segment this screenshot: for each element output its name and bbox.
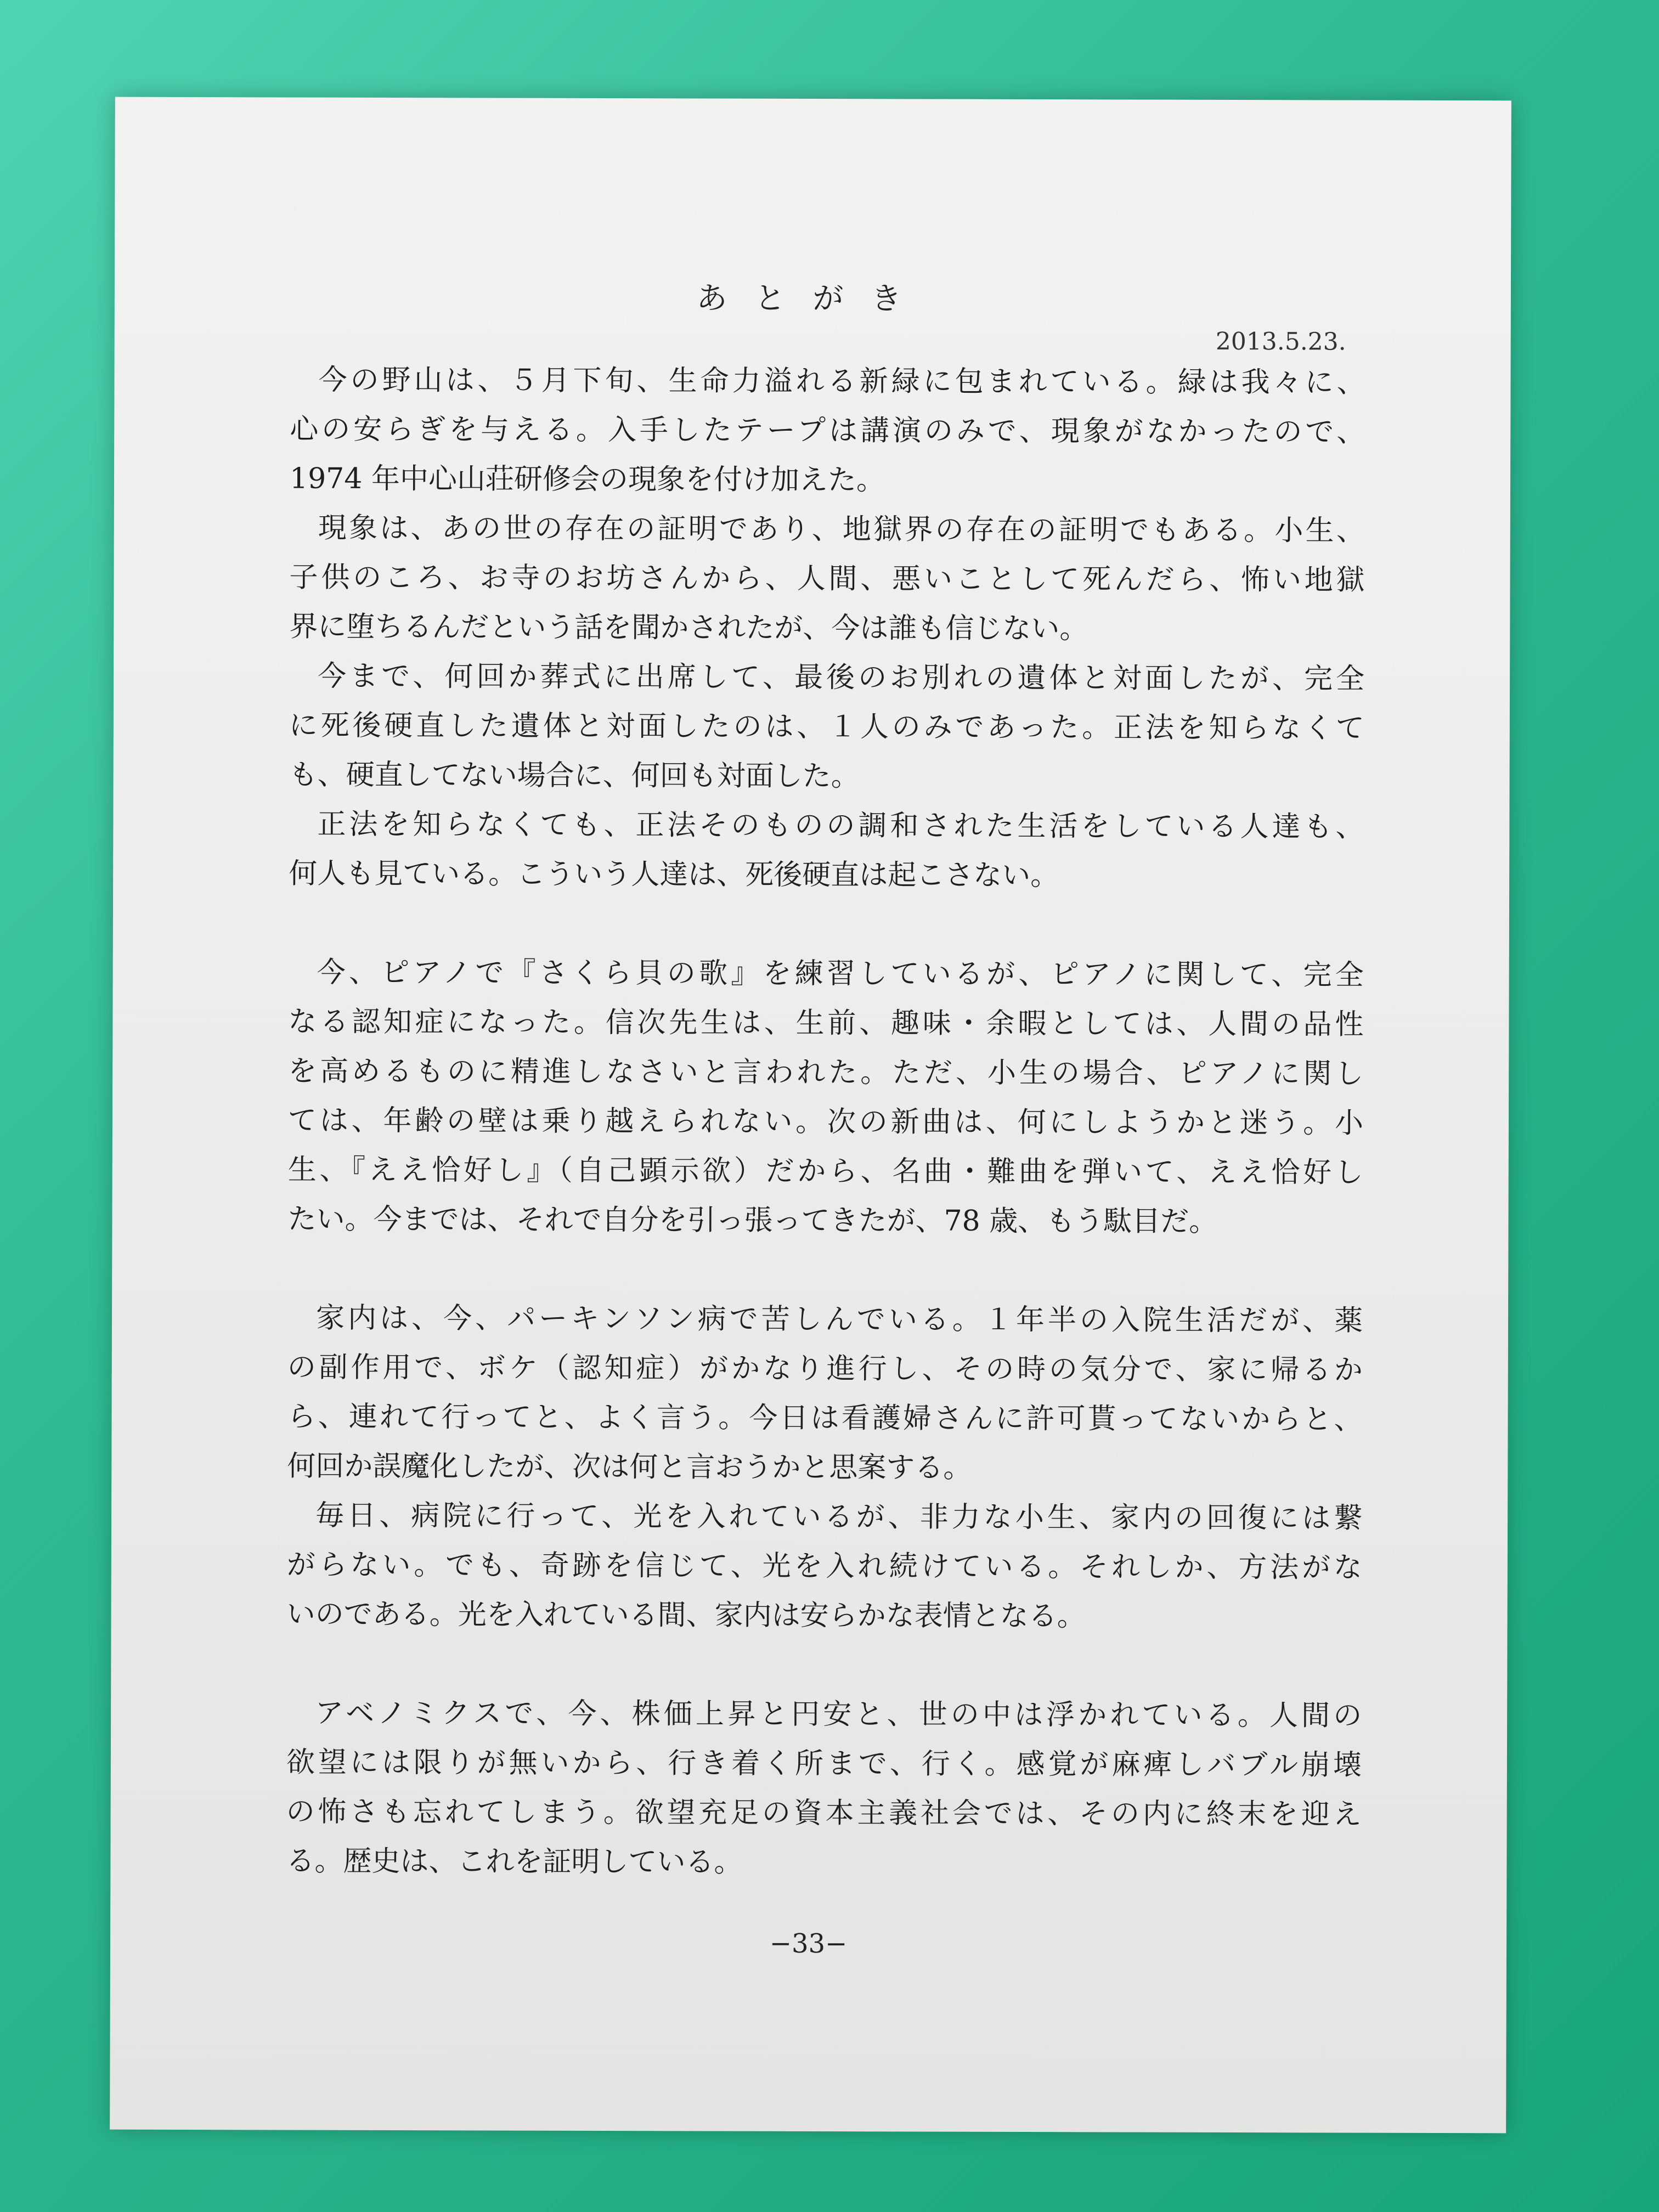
text-line: 心の安らぎを与える。入手したテープは講演のみで、現象がなかったので、	[290, 413, 1365, 449]
paragraph	[289, 800, 1364, 901]
text-line: アベノミクスで、今、株価上昇と円安と、世の中は浮かれている。人間の	[315, 1696, 1362, 1733]
paragraph	[289, 652, 1365, 803]
paper-sheet	[110, 97, 1511, 2134]
paragraph	[289, 504, 1365, 654]
text-line: ら、連れて行ってと、よく言う。今日は看護婦さんに許可貰ってないからと、	[287, 1400, 1363, 1436]
paragraph-gap	[289, 899, 1364, 951]
body-text	[286, 356, 1365, 1889]
text-line: 正法を知らなくても、正法そのものの調和された生活をしている人達も、	[317, 808, 1364, 844]
paragraph-gap	[286, 1639, 1362, 1691]
text-line: 毎日、病院に行って、光を入れているが、非力な小生、家内の回復には繋	[315, 1499, 1363, 1535]
text-line: 今の野山は、５月下旬、生命力溢れる新緑に包まれている。緑は我々に、	[318, 363, 1365, 399]
text-line: 家内は、今、パーキンソン病で苦しんでいる。１年半の入院生活だが、薬	[315, 1301, 1363, 1338]
date-label: 2013.5.23.	[1215, 327, 1346, 356]
text-line: に死後硬直した遺体と対面したのは、１人のみであった。正法を知らなくて	[289, 709, 1364, 745]
page-title: あとがき	[696, 280, 929, 317]
text-line: 欲望には限りが無いから、行き着く所まで、行く。感覚が麻痺しバブル崩壊	[286, 1746, 1362, 1782]
text-line: る。歴史は、これを証明している。	[286, 1844, 743, 1879]
paragraph	[286, 1491, 1362, 1642]
text-line: を高めるものに精進しなさいと言われた。ただ、小生の場合、ピアノに関し	[288, 1054, 1364, 1091]
text-line: たい。今までは、それで自分を引っ張ってきたが、78 歳、もう駄目だ。	[287, 1203, 1218, 1238]
text-line: 今、ピアノで『さくら貝の歌』を練習しているが、ピアノに関して、完全	[317, 956, 1364, 992]
paragraph	[287, 1294, 1363, 1494]
text-line: がらない。でも、奇跡を信じて、光を入れ続けている。それしか、方法がな	[286, 1548, 1362, 1584]
paragraph-gap	[287, 1244, 1363, 1296]
text-line: の副作用で、ボケ（認知症）がかなり進行し、その時の気分で、家に帰るか	[287, 1351, 1363, 1387]
text-line: の怖さも忘れてしまう。欲望充足の資本主義社会では、その内に終末を迎え	[286, 1795, 1362, 1831]
text-line: 今まで、何回か葬式に出席して、最後のお別れの遺体と対面したが、完全	[318, 659, 1365, 696]
text-line: 1974 年中心山荘研修会の現象を付け加えた。	[289, 462, 885, 497]
text-line: なる認知症になった。信次先生は、生前、趣味・余暇としては、人間の品性	[288, 1005, 1364, 1041]
text-line: も、硬直してない場合に、何回も対面した。	[289, 758, 860, 793]
text-line: ては、年齢の壁は乗り越えられない。次の新曲は、何にしようかと迷う。小	[287, 1104, 1364, 1140]
page-number: −33−	[769, 1928, 848, 1960]
text-line: 生、『ええ恰好し』（自己顕示欲）だから、名曲・難曲を弾いて、ええ恰好し	[287, 1153, 1363, 1189]
text-line: 現象は、あの世の存在の証明であり、地獄界の存在の証明でもある。小生、	[318, 511, 1365, 548]
text-line: 子供のころ、お寺のお坊さんから、人間、悪いことして死んだら、怖い地獄	[289, 561, 1365, 597]
text-line: 何回か誤魔化したが、次は何と言おうかと思案する。	[287, 1449, 972, 1485]
text-line: 界に堕ちるんだという話を聞かされたが、今は誰も信じない。	[289, 610, 1088, 646]
text-line: いのである。光を入れている間、家内は安らかな表情となる。	[286, 1598, 1086, 1633]
paragraph	[286, 1689, 1362, 1889]
paragraph	[290, 356, 1365, 506]
text-line: 何人も見ている。こういう人達は、死後硬直は起こさない。	[289, 857, 1059, 893]
paragraph	[287, 948, 1363, 1247]
